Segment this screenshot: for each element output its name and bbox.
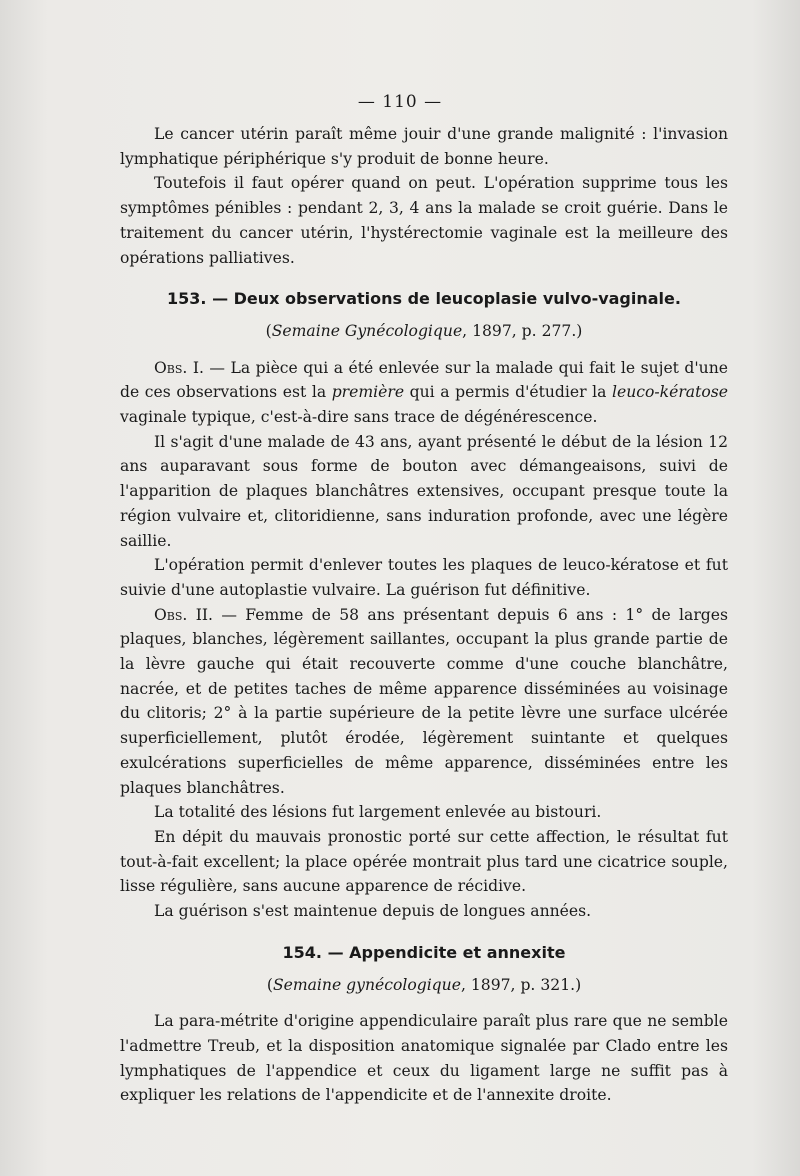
- section-154-journal: Semaine gynécologique: [272, 975, 461, 994]
- despite-paragraph: En dépit du mauvais pronostic porté sur cette affection, le résultat fut tout-à-fait excellent; la place opérée montrait plus tard une cicatrice souple, lisse régulière, sans aucune apparence de récidive.: [120, 827, 728, 896]
- obs-1-paragraph: Obs. I. — La pièce qui a été enlevée sur la malade qui fait le sujet d'une de ces observations est la première qui a permis d'étudier la leuco-kératose vaginale typique, c'est-à-dire sans trace de dégénérescence.: [120, 358, 728, 427]
- obs-2-label: Obs. II.: [154, 605, 213, 624]
- intro-paragraph-1: Le cancer utérin paraît même jouir d'une grande malignité : l'invasion lymphatique périphérique s'y produit de bonne heure.: [120, 125, 728, 168]
- page-number: — 110 —: [357, 92, 443, 112]
- cure-paragraph: La guérison s'est maintenue depuis de longues années.: [154, 902, 592, 921]
- section-153-heading: 153. — Deux observations de leucoplasie vulvo-vaginale.: [167, 289, 681, 309]
- section-154-source: (Semaine gynécologique, 1897, p. 321.): [266, 975, 582, 994]
- obs-1-label: Obs. I.: [154, 358, 204, 377]
- section-154-heading: 154. — Appendicite et annexite: [282, 942, 566, 962]
- case-paragraph: Il s'agit d'une malade de 43 ans, ayant présenté le début de la lésion 12 ans auparavant sous forme de bouton avec démangeaisons, suivi de l'apparition de plaques blanchâtres extensives, occupant presque toute la région vulvaire et, clitoridienne, sans induration profonde, avec une légère saillie.: [120, 432, 728, 550]
- section-153-journal: Semaine Gynécologique: [271, 321, 463, 340]
- intro-paragraph-2: Toutefois il faut opérer quand on peut. L'opération supprime tous les symptômes pénibles : pendant 2, 3, 4 ans la malade se croit guérie. Dans le traitement du cancer utérin, l'hystérectomie vaginale est la meilleure des opérations palliatives.: [120, 174, 728, 267]
- page-body: [120, 122, 728, 1108]
- totality-paragraph: La totalité des lésions fut largement enlevée au bistouri.: [154, 803, 602, 822]
- operation-paragraph: L'opération permit d'enlever toutes les plaques de leuco-kératose et fut suivie d'une autoplastie vulvaire. La guérison fut définitive.: [120, 556, 728, 599]
- obs-2-paragraph: Obs. II. — Femme de 58 ans présentant depuis 6 ans : 1° de larges plaques, blanches, légèrement saillantes, occupant la plus grande partie de la lèvre gauche qui était recouverte comme d'une couche blanchâtre, nacrée, et de petites taches de même apparence disséminées au voisinage du clitoris; 2° à la partie supérieure de la petite lèvre une surface ulcérée superficiellement, plutôt érodée, légèrement suintante et quelques exulcérations superficielles de même apparence, disséminées entre les plaques blanchâtres.: [120, 605, 729, 797]
- section-153-source: (Semaine Gynécologique, 1897, p. 277.): [265, 321, 583, 340]
- appendicite-paragraph: La para-métrite d'origine appendiculaire paraît plus rare que ne semble l'admettre Treub, et la disposition anatomique signalée par Clado entre les lymphatiques de l'appendice et ceux du ligament large ne suffit pas à expliquer les relations de l'appendicite et de l'annexite droite.: [120, 1012, 728, 1105]
